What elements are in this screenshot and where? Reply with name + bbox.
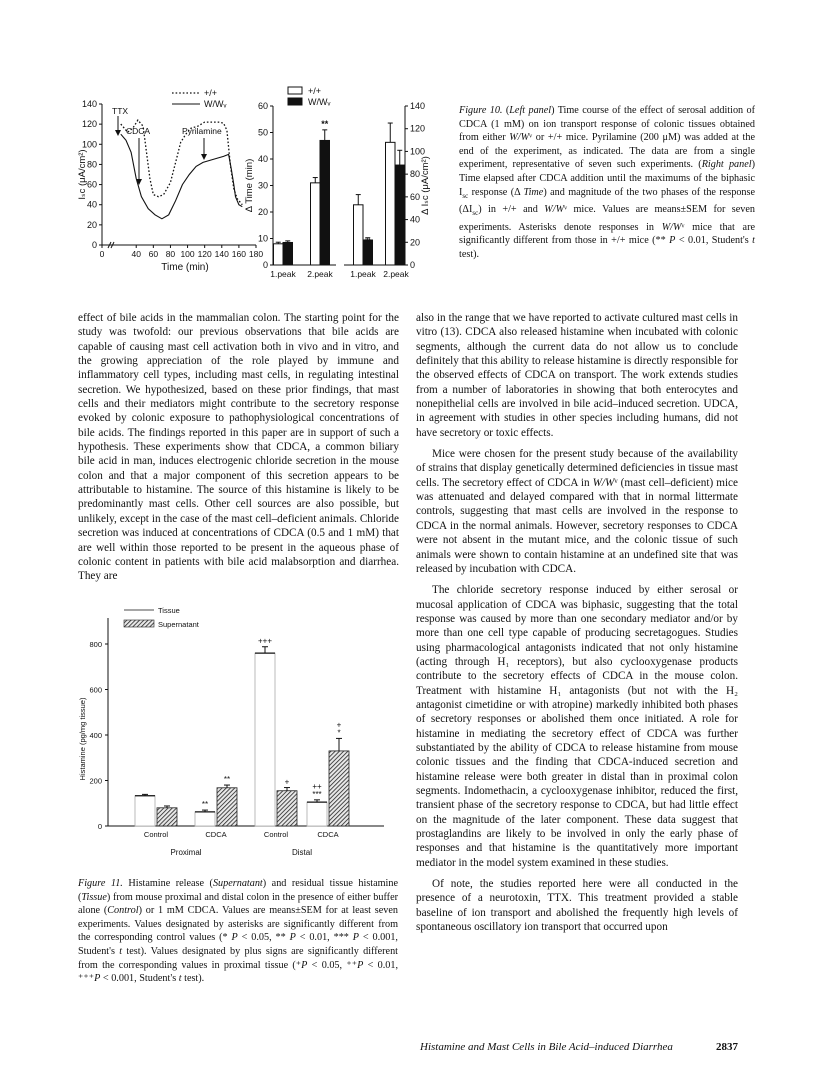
bar-supernatant (157, 808, 177, 826)
y-tick-label: 20 (86, 219, 97, 230)
bar-tissue (255, 653, 275, 826)
category-label: 1.peak (270, 269, 296, 279)
figure-10-caption: Figure 10. (Left panel) Time course of the effect of serosal addition of CDCA (1 mM) on ion transport response of colonic tissues obtained from either W/Wᵛ or +/+ mice. Pyrilamine (200 μM) was added at the end of the experiment, as indicated. The data are from a single experiment, representative of seven such experiments. (Right panel) Time elapsed after CDCA addition until the maximums of the biphasic $I_{sc}$ response (Δ Time) and magnitude of the two phases of the response $(\Delta I_{sc})$ in +/+ and W/Wᵛ mice. Values are means±SEM for seven experiments. Asterisks denote responses in W/Wᵛ mice that are significantly different from those in +/+ mice (** P < 0.01, Student's t test). (459, 105, 756, 260)
time-course-panel (77, 88, 263, 273)
y-tick-label: 20 (410, 237, 421, 248)
y-tick-label: 200 (89, 776, 102, 786)
y-tick-label: 800 (89, 640, 102, 649)
y-tick-label: 50 (257, 127, 268, 138)
significance-mark: ** (364, 237, 372, 248)
figure-11 (78, 592, 400, 860)
arrowhead (115, 130, 121, 136)
y-tick-label: 400 (89, 731, 102, 740)
y-tick-label: 80 (86, 159, 97, 170)
y-tick-label: 0 (97, 822, 102, 831)
legend-swatch (124, 620, 154, 627)
y-tick-label: 40 (257, 154, 268, 164)
bar-tissue (195, 812, 215, 826)
bar-supernatant (217, 788, 237, 826)
category-label: 2.peak (383, 269, 409, 279)
x-tick-label: 40 (131, 249, 141, 259)
significance-mark: ** (223, 775, 231, 785)
y-tick-label: 30 (257, 180, 268, 191)
x-tick-label: 60 (148, 249, 159, 259)
paragraph: also in the range that we have reported to activate cultured mast cells in vitro (13). CDCA also released histamine when incubated with colonic segments, although the current data do not allow us to conclude definitely that this ability to release histamine is directly responsible for the observed effects of CDCA on transport. The work extends studies from a number of laboratories in showing that both enterocytes and nonepithelial cells are involved in bile acid–induced secretion. UDCA, in agreement with studies in other species including humans, did not have secretory or toxic effects. (416, 312, 738, 439)
category-label: Control (263, 830, 289, 839)
x-tick-label: 180 (248, 249, 264, 259)
legend-label: W/Wᵥ (308, 97, 331, 107)
legend-swatch (288, 87, 302, 94)
legend-label: +/+ (308, 86, 322, 96)
bar-wt (354, 205, 364, 265)
bar-wt (386, 142, 396, 265)
y-tick-label: 600 (89, 685, 102, 695)
y-tick-label: 80 (410, 169, 421, 180)
y-axis-label: Iₛc (μA/cm²) (77, 149, 88, 200)
running-title: Histamine and Mast Cells in Bile Acid–induced Diarrhea (420, 1041, 673, 1053)
y-tick-label: 60 (410, 191, 421, 202)
x-tick-label: 120 (197, 249, 212, 259)
bar-wwv (320, 140, 330, 265)
y-tick-label: 100 (410, 146, 426, 157)
group-label: Distal (291, 848, 313, 857)
y-tick-label: 0 (91, 240, 97, 250)
legend-label: Tissue (158, 606, 180, 615)
page-number: 2837 (716, 1041, 738, 1053)
figure-11-caption: Figure 11. Histamine release (Supernatant) and residual tissue histamine (Tissue) from mouse proximal and distal colon in the presence of either buffer alone (Control) or 1 mM CDCA. Values are means±SEM for at least seven experiments. Values designated by asterisks are significantly different from the corresponding control values (* P < 0.05, ** P < 0.01, *** P < 0.001, Student's t test). Values designated by plus signs are significantly different from the corresponding values in proximal tissue (⁺P < 0.05, ⁺⁺P < 0.01, ⁺⁺⁺P < 0.001, Student's t test). (78, 878, 399, 985)
significance-mark: ++ (312, 781, 322, 791)
category-label: Control (143, 830, 169, 839)
y-tick-label: 10 (257, 233, 268, 244)
bar-wt (311, 183, 321, 265)
significance-mark: ** (321, 118, 329, 129)
annotation-cdca: CDCA (126, 126, 151, 136)
bar-supernatant (329, 751, 349, 826)
y-tick-label: 60 (86, 179, 97, 190)
significance-mark: ** (201, 800, 209, 810)
y-tick-label: 20 (257, 207, 268, 217)
paragraph: Mice were chosen for the present study because of the availability of strains that display genetically determined deficiencies in tissue mast cells. The secretory effect of CDCA in W/Wᵛ (mast cell–deficient) mice was attenuated and delayed compared with that in normal littermate controls, suggesting that mast cells are involved in the response to CDCA in the normal animals. However, secretory responses to CDCA were not absent in the mutant mice, and the colonic tissue of such animals were shown to contain histamine at an undefined site that was released by incubation with CDCA. (416, 448, 738, 575)
x-tick-label: 0 (99, 249, 105, 259)
significance-mark: *** (312, 789, 322, 799)
annotation-ttx: TTX (112, 106, 129, 116)
paragraph: Of note, the studies reported here were all conducted in the presence of a neurotoxin, TTX. This treatment provided a stable baseline of ion transport and abolished the frequently high levels of spontaneous oscillatory ion transport that occurred upon (416, 878, 738, 934)
y-tick-label: 40 (86, 199, 97, 210)
bar-supernatant (277, 791, 297, 826)
y-tick-label: 40 (410, 214, 421, 225)
y-tick-label: 140 (410, 101, 426, 111)
legend-swatch (288, 98, 302, 105)
annotation-pyrilamine: Pyrilamine (182, 126, 222, 136)
y-tick-label: 120 (81, 119, 97, 130)
bar-wwv (395, 165, 405, 265)
y-axis-label: Histamine (pg/mg tissue) (78, 697, 87, 781)
bar-wt (274, 244, 284, 265)
bar-tissue (307, 802, 327, 826)
category-label: 2.peak (307, 269, 333, 279)
x-axis-label: Time (min) (161, 262, 209, 273)
paragraph: The chloride secretory response induced by either serosal or mucosal application of CDCA was biphasic, suggesting that the total response was caused by more than one secondary mediator and/or by more than one cell type capable of producing secretagogues. Studies using pharmacological antagonists indicated that not only histamine (acting through H₁ receptors), but also cyclooxygenase products contribute to the secretory effects of CDCA in the mouse colon. Treatment with histamine H₁ antagonists (but not with the H₂ antagonist cimetidine or with atropine) markedly inhibited both phases of secretory responses or abolished them once initiated. A role for histamine in mediating the secretory effect of CDCA was further substantiated by the ability of CDCA to release histamine from mouse colonic tissues and the finding that CDCA-induced secretion and histamine release were both greater in distal than in proximal colon segments. Indomethacin, a cyclooxygenase inhibitor, reduced the first, transient phase of the secretory response to CDCA, but had little effect on the magnitude of the later component. These data suggest that prostaglandins are likely to be involved in only the early phase of responses and that histamine is the quantitatively more important mediator in the model system examined in these studies. (416, 584, 738, 869)
arrowhead (201, 154, 207, 160)
bar-panel (244, 86, 431, 279)
x-tick-label: 140 (214, 249, 229, 259)
right-column-text (416, 311, 738, 934)
legend-label: +/+ (204, 88, 218, 98)
y-tick-label: 0 (262, 260, 268, 270)
y-tick-label: 100 (81, 139, 97, 150)
group-label: Proximal (170, 848, 202, 857)
category-label: CDCA (317, 830, 339, 839)
significance-mark: * (337, 728, 341, 738)
legend-label: Supernatant (158, 620, 199, 629)
legend-label: W/Wᵥ (204, 99, 227, 109)
category-label: CDCA (205, 830, 227, 839)
significance-mark: + (284, 777, 290, 787)
y-tick-label: 0 (410, 260, 416, 270)
significance-mark: +++ (257, 636, 273, 646)
y-tick-label: 140 (81, 99, 97, 109)
x-tick-label: 100 (180, 249, 195, 259)
bar-wwv (283, 242, 293, 265)
significance-mark: + (336, 720, 342, 730)
paragraph: effect of bile acids in the mammalian colon. The starting point for the study was twofold: our previous observations that bile acids are capable of causing mast cell activation both in vivo and in vitro, and the growing appreciation of the role played by immune and inflammatory cell types, including mast cells, in regulating intestinal secretion. We hypothesized, based on these prior findings, that mast cells and their mediators might contribute to the secretory response evoked by colonic exposure to pathophysiological concentrations of bile acids. The findings reported in this paper are in support of such a hypothesis. These experiments show that CDCA, a common biliary bile acid in man, induces electrogenic chloride secretion in the mouse colon and that a major component of this secretion appears to be attributable to histamine. The source of this histamine is likely to be predominantly mast cells. Other cell sources are also possible, but unlikely, except in the case of the mast cell–deficient animals. Chloride secretion was induced at concentrations of CDCA (0.5 and 1 mM) that are well within those reported to be present in the aqueous phase of colonic content in patients with bile acid malabsorption and diarrhea. They are (78, 312, 399, 583)
x-tick-label: 80 (165, 249, 176, 259)
figure-10 (77, 86, 431, 288)
page-footer (420, 1041, 738, 1053)
y-axis-label-right: Δ Iₛc (μA/cm²) (420, 156, 431, 215)
x-tick-label: 160 (231, 249, 246, 259)
y-axis-label: Δ Time (min) (244, 158, 255, 213)
left-column-text (78, 311, 399, 584)
y-tick-label: 120 (410, 123, 426, 134)
y-tick-label: 60 (257, 101, 268, 111)
category-label: 1.peak (350, 269, 376, 279)
bar-tissue (135, 796, 155, 826)
